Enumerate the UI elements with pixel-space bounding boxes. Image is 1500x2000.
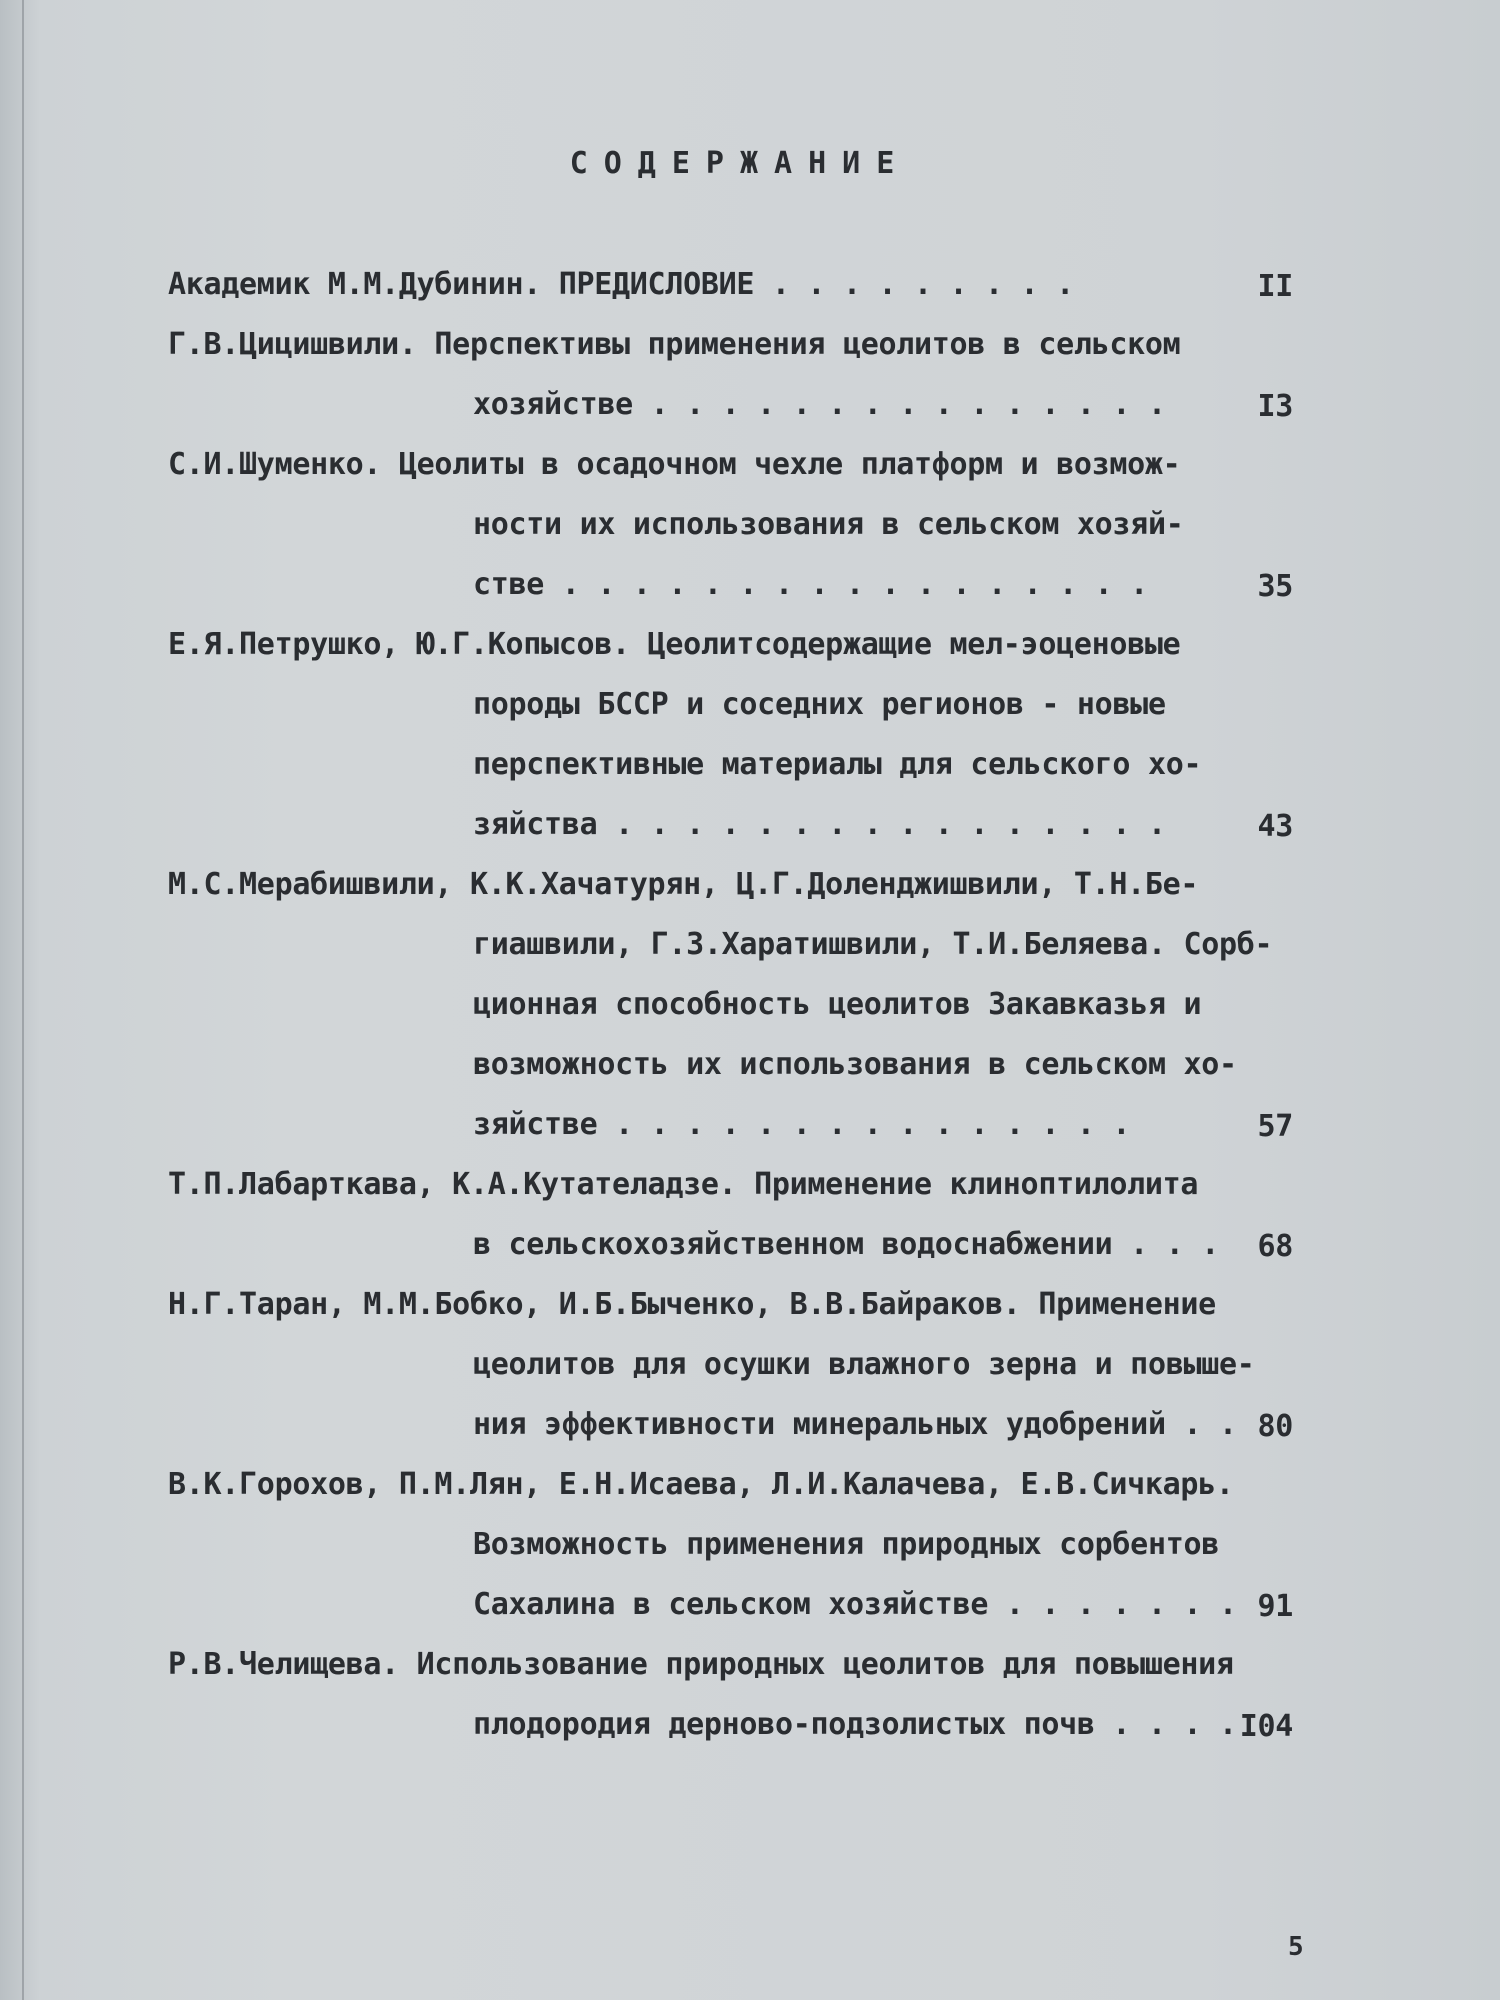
- toc-entry-line: [168, 855, 1318, 915]
- toc-entry: [168, 855, 1318, 1155]
- toc-entry-text: породы БССР и соседних регионов - новые: [473, 687, 1166, 722]
- toc-entry: [168, 1455, 1318, 1635]
- toc-entry-text: возможность их использования в сельском хо-: [473, 1047, 1237, 1082]
- toc-entry-line: [168, 975, 1318, 1035]
- toc-page-number: 43: [1257, 809, 1293, 844]
- toc-page-number: 91: [1257, 1589, 1293, 1624]
- toc-entry-text: В.К.Горохов, П.М.Лян, Е.Н.Исаева, Л.И.Калачева, Е.В.Сичкарь.: [168, 1467, 1234, 1502]
- toc-page-number: 35: [1257, 569, 1293, 604]
- toc-entry-line: [168, 795, 1318, 855]
- toc-entry: [168, 615, 1318, 855]
- toc-page-number: II: [1257, 269, 1293, 304]
- toc-entry-text: перспективные материалы для сельского хо-: [473, 747, 1202, 782]
- toc-entry-text: цеолитов для осушки влажного зерна и повыше-: [473, 1347, 1255, 1382]
- page-folio: 5: [1288, 1932, 1304, 1962]
- toc-entry-line: [168, 1635, 1318, 1695]
- toc-entry-line: [168, 255, 1318, 315]
- toc-entry: [168, 1635, 1318, 1755]
- toc-entry-line: [168, 375, 1318, 435]
- toc-entry-text: Н.Г.Таран, М.М.Бобко, И.Б.Быченко, В.В.Байраков. Применение: [168, 1287, 1216, 1322]
- toc-entry-text: Е.Я.Петрушко, Ю.Г.Копысов. Цеолитсодержащие мел-эоценовые: [168, 627, 1181, 662]
- toc-entry-line: [168, 1515, 1318, 1575]
- toc-entry-text: ности их использования в сельском хозяй-: [473, 507, 1184, 542]
- toc-entry-text: Сахалина в сельском хозяйстве . . . . . . .: [473, 1587, 1237, 1622]
- toc-entry-line: [168, 1275, 1318, 1335]
- toc-entry-text: стве . . . . . . . . . . . . . . . . .: [473, 567, 1148, 602]
- toc-entry-line: [168, 1155, 1318, 1215]
- toc-entry-line: [168, 915, 1318, 975]
- toc-entry: [168, 435, 1318, 615]
- toc-entry-line: [168, 615, 1318, 675]
- toc-entry-text: С.И.Шуменко. Цеолиты в осадочном чехле платформ и возмож-: [168, 447, 1181, 482]
- toc-entry-line: [168, 1695, 1318, 1755]
- toc-entry-line: [168, 435, 1318, 495]
- toc-page-number: 68: [1257, 1229, 1293, 1264]
- toc-page-number: I04: [1239, 1709, 1293, 1744]
- contents-heading: СОДЕРЖАНИЕ: [569, 146, 911, 181]
- toc-entry-line: [168, 675, 1318, 735]
- toc-page-number: I3: [1257, 389, 1293, 424]
- table-of-contents: [168, 255, 1318, 1755]
- toc-entry-text: М.С.Мерабишвили, К.К.Хачатурян, Ц.Г.Доленджишвили, Т.Н.Бе-: [168, 867, 1199, 902]
- toc-entry-line: [168, 555, 1318, 615]
- toc-entry-text: ния эффективности минеральных удобрений . .: [473, 1407, 1237, 1442]
- toc-entry-line: [168, 735, 1318, 795]
- toc-page-number: 57: [1257, 1109, 1293, 1144]
- toc-entry-line: [168, 495, 1318, 555]
- toc-entry-line: [168, 1335, 1318, 1395]
- toc-entry-line: [168, 1035, 1318, 1095]
- toc-entry-text: в сельскохозяйственном водоснабжении . . .: [473, 1227, 1219, 1262]
- toc-entry: [168, 255, 1318, 315]
- toc-entry-line: [168, 1095, 1318, 1155]
- toc-entry-text: зяйства . . . . . . . . . . . . . . . .: [473, 807, 1166, 842]
- toc-entry-line: [168, 1455, 1318, 1515]
- toc-entry: [168, 315, 1318, 435]
- binding-edge: [22, 0, 24, 2000]
- toc-entry-line: [168, 1395, 1318, 1455]
- toc-entry-text: плодородия дерново-подзолистых почв . . . .: [473, 1707, 1237, 1742]
- toc-entry-text: Возможность применения природных сорбентов: [473, 1527, 1219, 1562]
- toc-entry: [168, 1275, 1318, 1455]
- toc-entry-text: Р.В.Челищева. Использование природных цеолитов для повышения: [168, 1647, 1234, 1682]
- toc-entry-text: ционная способность цеолитов Закавказья и: [473, 987, 1202, 1022]
- toc-entry-line: [168, 1215, 1318, 1275]
- toc-entry: [168, 1155, 1318, 1275]
- toc-entry-line: [168, 1575, 1318, 1635]
- toc-page-number: 80: [1257, 1409, 1293, 1444]
- toc-entry-text: хозяйстве . . . . . . . . . . . . . . .: [473, 387, 1166, 422]
- toc-entry-text: гиашвили, Г.З.Харатишвили, Т.И.Беляева. Сорб-: [473, 927, 1273, 962]
- toc-entry-line: [168, 315, 1318, 375]
- toc-entry-text: Академик М.М.Дубинин. ПРЕДИСЛОВИЕ . . . . . . . . .: [168, 267, 1074, 302]
- toc-entry-text: Т.П.Лабарткава, К.А.Кутателадзе. Применение клиноптилолита: [168, 1167, 1199, 1202]
- toc-entry-text: Г.В.Цицишвили. Перспективы применения цеолитов в сельском: [168, 327, 1181, 362]
- toc-entry-text: зяйстве . . . . . . . . . . . . . . .: [473, 1107, 1131, 1142]
